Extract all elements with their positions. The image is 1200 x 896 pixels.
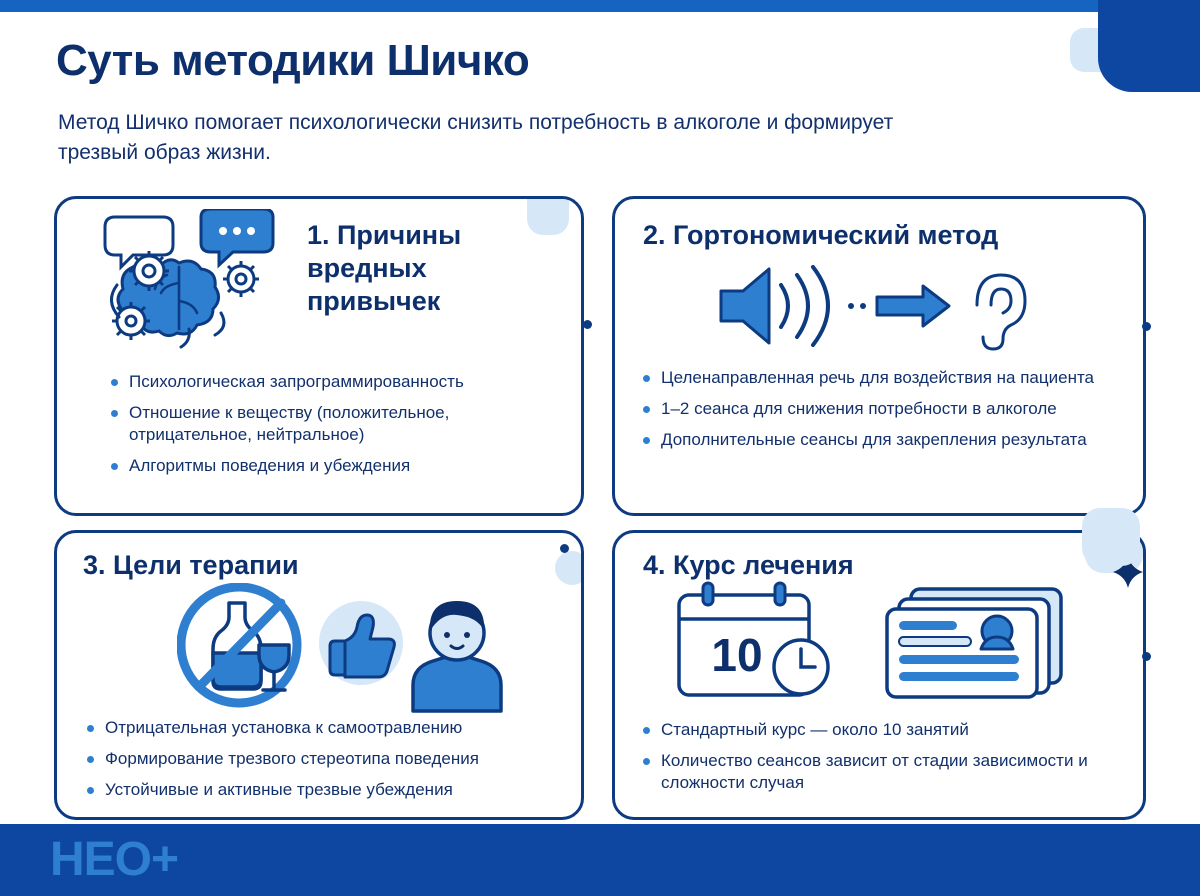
card-therapy-goals [54, 530, 584, 820]
card3-title: 3. Цели терапии [83, 550, 299, 580]
list-item: Отрицательная установка к самоотравлению [87, 717, 567, 739]
calendar-clock-cards-icon [665, 579, 1085, 704]
card4-title: 4. Курс лечения [643, 550, 854, 580]
list-item: Количество сеансов зависит от стадии зависимости и сложности случая [643, 750, 1133, 794]
card3-soft-circle [555, 551, 584, 585]
list-item: Психологическая запрограммированность [111, 371, 561, 393]
calendar-number: 10 [711, 629, 763, 681]
card3-bullet-list [87, 717, 567, 810]
card1-title: 1. Причины вредных привычек [307, 220, 462, 316]
card4-edge-dot [1142, 652, 1151, 661]
card2-title: 2. Гортономический метод [643, 220, 999, 250]
page-subtitle: Метод Шичко помогает психологически снизить потребность в алкоголе и формирует трезвый образ жизни. [58, 111, 894, 164]
card1-edge-dot [583, 320, 592, 329]
list-item: Формирование трезвого стереотипа поведения [87, 748, 567, 770]
list-item: Отношение к веществу (положительное, отрицательное, нейтральное) [111, 402, 561, 446]
list-item: Целенаправленная речь для воздействия на пациента [643, 367, 1123, 389]
brand-logo: HEO+ [50, 833, 179, 886]
list-item: Устойчивые и активные трезвые убеждения [87, 779, 567, 801]
no-alcohol-thumbs-up-person-icon [177, 583, 517, 718]
list-item: Стандартный курс — около 10 занятий [643, 719, 1133, 741]
card-treatment-course [612, 530, 1146, 820]
top-accent-bar [0, 0, 1200, 12]
page-title: Суть методики Шичко [56, 36, 530, 85]
list-item: 1–2 сеанса для снижения потребности в алкоголе [643, 398, 1123, 420]
card-causes [54, 196, 584, 516]
card4-outer-soft-square [1082, 508, 1140, 566]
card4-bullet-list [643, 719, 1133, 803]
card3-edge-dot [560, 544, 569, 553]
list-item: Дополнительные сеансы для закрепления результата [643, 429, 1123, 451]
card-hortonomic-method [612, 196, 1146, 516]
list-item: Алгоритмы поведения и убеждения [111, 455, 561, 477]
card2-edge-dot [1142, 322, 1151, 331]
brain-gears-speech-icon [97, 209, 297, 364]
footer-bar [0, 824, 1200, 896]
speaker-to-ear-icon [715, 261, 1045, 356]
card1-bullet-list [111, 371, 561, 486]
header-corner-block [1098, 0, 1200, 92]
card2-bullet-list [643, 367, 1123, 460]
